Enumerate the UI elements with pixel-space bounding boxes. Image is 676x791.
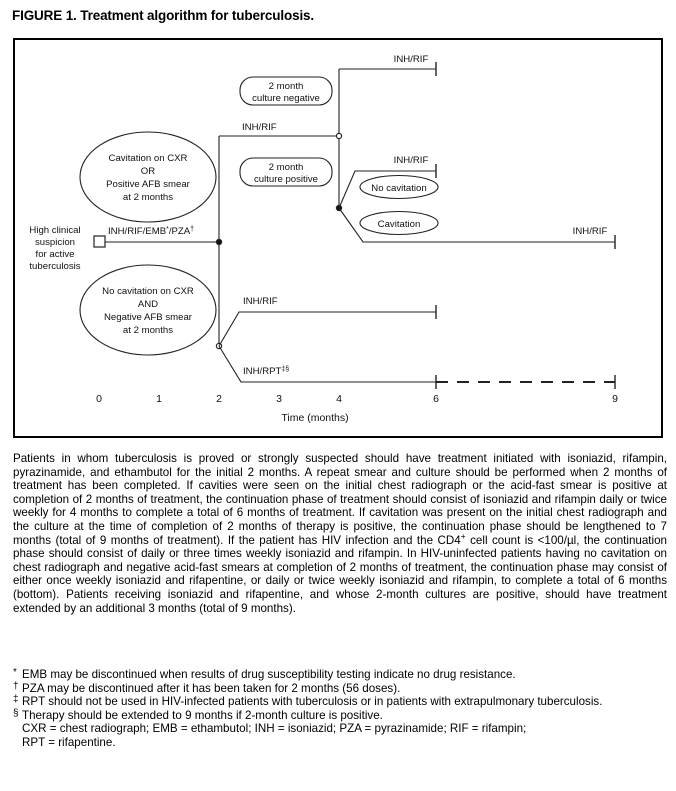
bottom-upper-branch bbox=[219, 312, 436, 346]
start-label-line-3: for active bbox=[35, 249, 75, 260]
start-label-line-2: suspicion bbox=[35, 237, 75, 248]
start-label-line-4: tuberculosis bbox=[29, 261, 81, 272]
decision-top-line-2: OR bbox=[140, 166, 156, 177]
decision-top-line-1: Cavitation on CXR bbox=[108, 153, 188, 164]
start-label-line-1: High clinical bbox=[29, 225, 81, 236]
axis-tick-0: 0 bbox=[96, 393, 102, 405]
footnote-item bbox=[13, 682, 667, 696]
start-node bbox=[94, 236, 105, 247]
decision-bottom-line-4: at 2 months bbox=[122, 325, 174, 336]
oval-no-cavitation-label: No cavitation bbox=[371, 183, 427, 194]
regimen-top-right-label: INH/RIF bbox=[393, 54, 429, 65]
caption-cd4-superscript: + bbox=[460, 530, 466, 541]
axis-tick-6: 6 bbox=[433, 393, 439, 405]
footnote-text: Therapy should be extended to 9 months if 2-month culture is positive. bbox=[22, 708, 383, 722]
footnote-text: RPT should not be used in HIV-infected patients with tuberculosis or in patients with extrapulmonary tuberculosis. bbox=[22, 695, 603, 709]
decision-top-line-4: at 2 months bbox=[122, 192, 174, 203]
footnote-text: PZA may be discontinued after it has been taken for 2 months (56 doses). bbox=[22, 681, 401, 695]
page-title: FIGURE 1. Treatment algorithm for tuberculosis. bbox=[12, 8, 315, 23]
abbreviations-line-2: RPT = rifapentine. bbox=[22, 735, 116, 749]
axis-tick-9: 9 bbox=[612, 393, 618, 405]
decision-top-line-3: Positive AFB smear bbox=[106, 179, 190, 190]
caption-body-part-1: Patients in whom tuberculosis is proved or strongly suspected should have treatment initiated with isoniazid, rifampin, pyrazinamide, and ethambutol for the initial 2 months. A repeat smear and culture should be performed when 2 months of treatment has been completed. If cavities were seen on the initial chest radiograph or the acid-fast smear is positive at completion of 2 months of treatment, the continuation phase of treatment should consist of isoniazid and rifampin daily or twice weekly for 4 months to complete a total of 6 months of treatment. If cavitation was present on the initial chest radiograph and the culture at the time of completion of 2 months of therapy is positive, the continuation phase should be lengthened to 7 months (total of 9 months of treatment). If the patient has HIV infection and the CD4 bbox=[13, 452, 667, 547]
algorithm-diagram bbox=[13, 38, 663, 438]
axis-title: Time (months) bbox=[281, 412, 349, 424]
footnote-marker: ‡ bbox=[13, 694, 19, 706]
regimen-bottom-upper-label: INH/RIF bbox=[243, 296, 278, 307]
footnote-item bbox=[13, 668, 667, 682]
axis-tick-1: 1 bbox=[156, 393, 162, 405]
box-culture-negative-line-1: 2 month bbox=[268, 81, 304, 92]
regimen-mid-right-label: INH/RIF bbox=[393, 155, 429, 166]
decision-bottom-line-1: No cavitation on CXR bbox=[102, 286, 194, 297]
footnote-text: EMB may be discontinued when results of drug susceptibility testing indicate no drug resistance. bbox=[22, 668, 516, 681]
axis-tick-2: 2 bbox=[216, 393, 222, 405]
axis-tick-3: 3 bbox=[276, 393, 282, 405]
figure-caption bbox=[13, 452, 667, 615]
oval-cavitation-label: Cavitation bbox=[377, 219, 421, 230]
regimen-far-right-label: INH/RIF bbox=[572, 226, 608, 237]
decision-bottom-line-2: AND bbox=[137, 299, 159, 310]
initial-regimen-label: INH/RIF/EMB*/PZA† bbox=[108, 226, 195, 237]
junction-culture bbox=[336, 133, 341, 138]
footnote-marker: * bbox=[13, 667, 17, 678]
footnote-marker: § bbox=[13, 707, 19, 719]
box-culture-negative-line-2: culture negative bbox=[252, 93, 320, 104]
footnotes-block bbox=[13, 668, 667, 750]
regimen-mid-left-label: INH/RIF bbox=[242, 122, 277, 133]
box-culture-positive-line-1: 2 month bbox=[268, 162, 304, 173]
abbreviations-line-1: CXR = chest radiograph; EMB = ethambutol; INH = isoniazid; PZA = pyrazinamide; RIF = rifampin; bbox=[22, 722, 527, 736]
junction-month2-initial bbox=[216, 239, 221, 244]
regimen-bottom-lower-label: INH/RPT‡§ bbox=[243, 366, 290, 377]
decision-oval-bottom bbox=[80, 265, 216, 355]
box-culture-positive-line-2: culture positive bbox=[254, 174, 318, 185]
footnote-marker: † bbox=[13, 680, 19, 692]
decision-oval-top bbox=[80, 132, 216, 222]
footnote-item bbox=[13, 709, 667, 723]
decision-bottom-line-3: Negative AFB smear bbox=[104, 312, 192, 323]
caption-body-part-2: cell count is <100/µl, the continuation phase should consist of daily or three times weekly isoniazid and rifampin. In HIV-uninfected patients having no cavitation on chest radiograph and negative acid-fast smears at completion of 2 months of treatment, the continuation phase may consist of either once weekly isoniazid and rifapentine, or daily or twice weekly isoniazid and rifampin, to complete a total of 6 months (bottom). Patients receiving isoniazid and rifapentine, and whose 2-month cultures are positive, should have treatment extended by an additional 3 months (total of 9 months). bbox=[13, 533, 667, 615]
footnote-item bbox=[13, 695, 667, 709]
axis-tick-4: 4 bbox=[336, 393, 342, 405]
